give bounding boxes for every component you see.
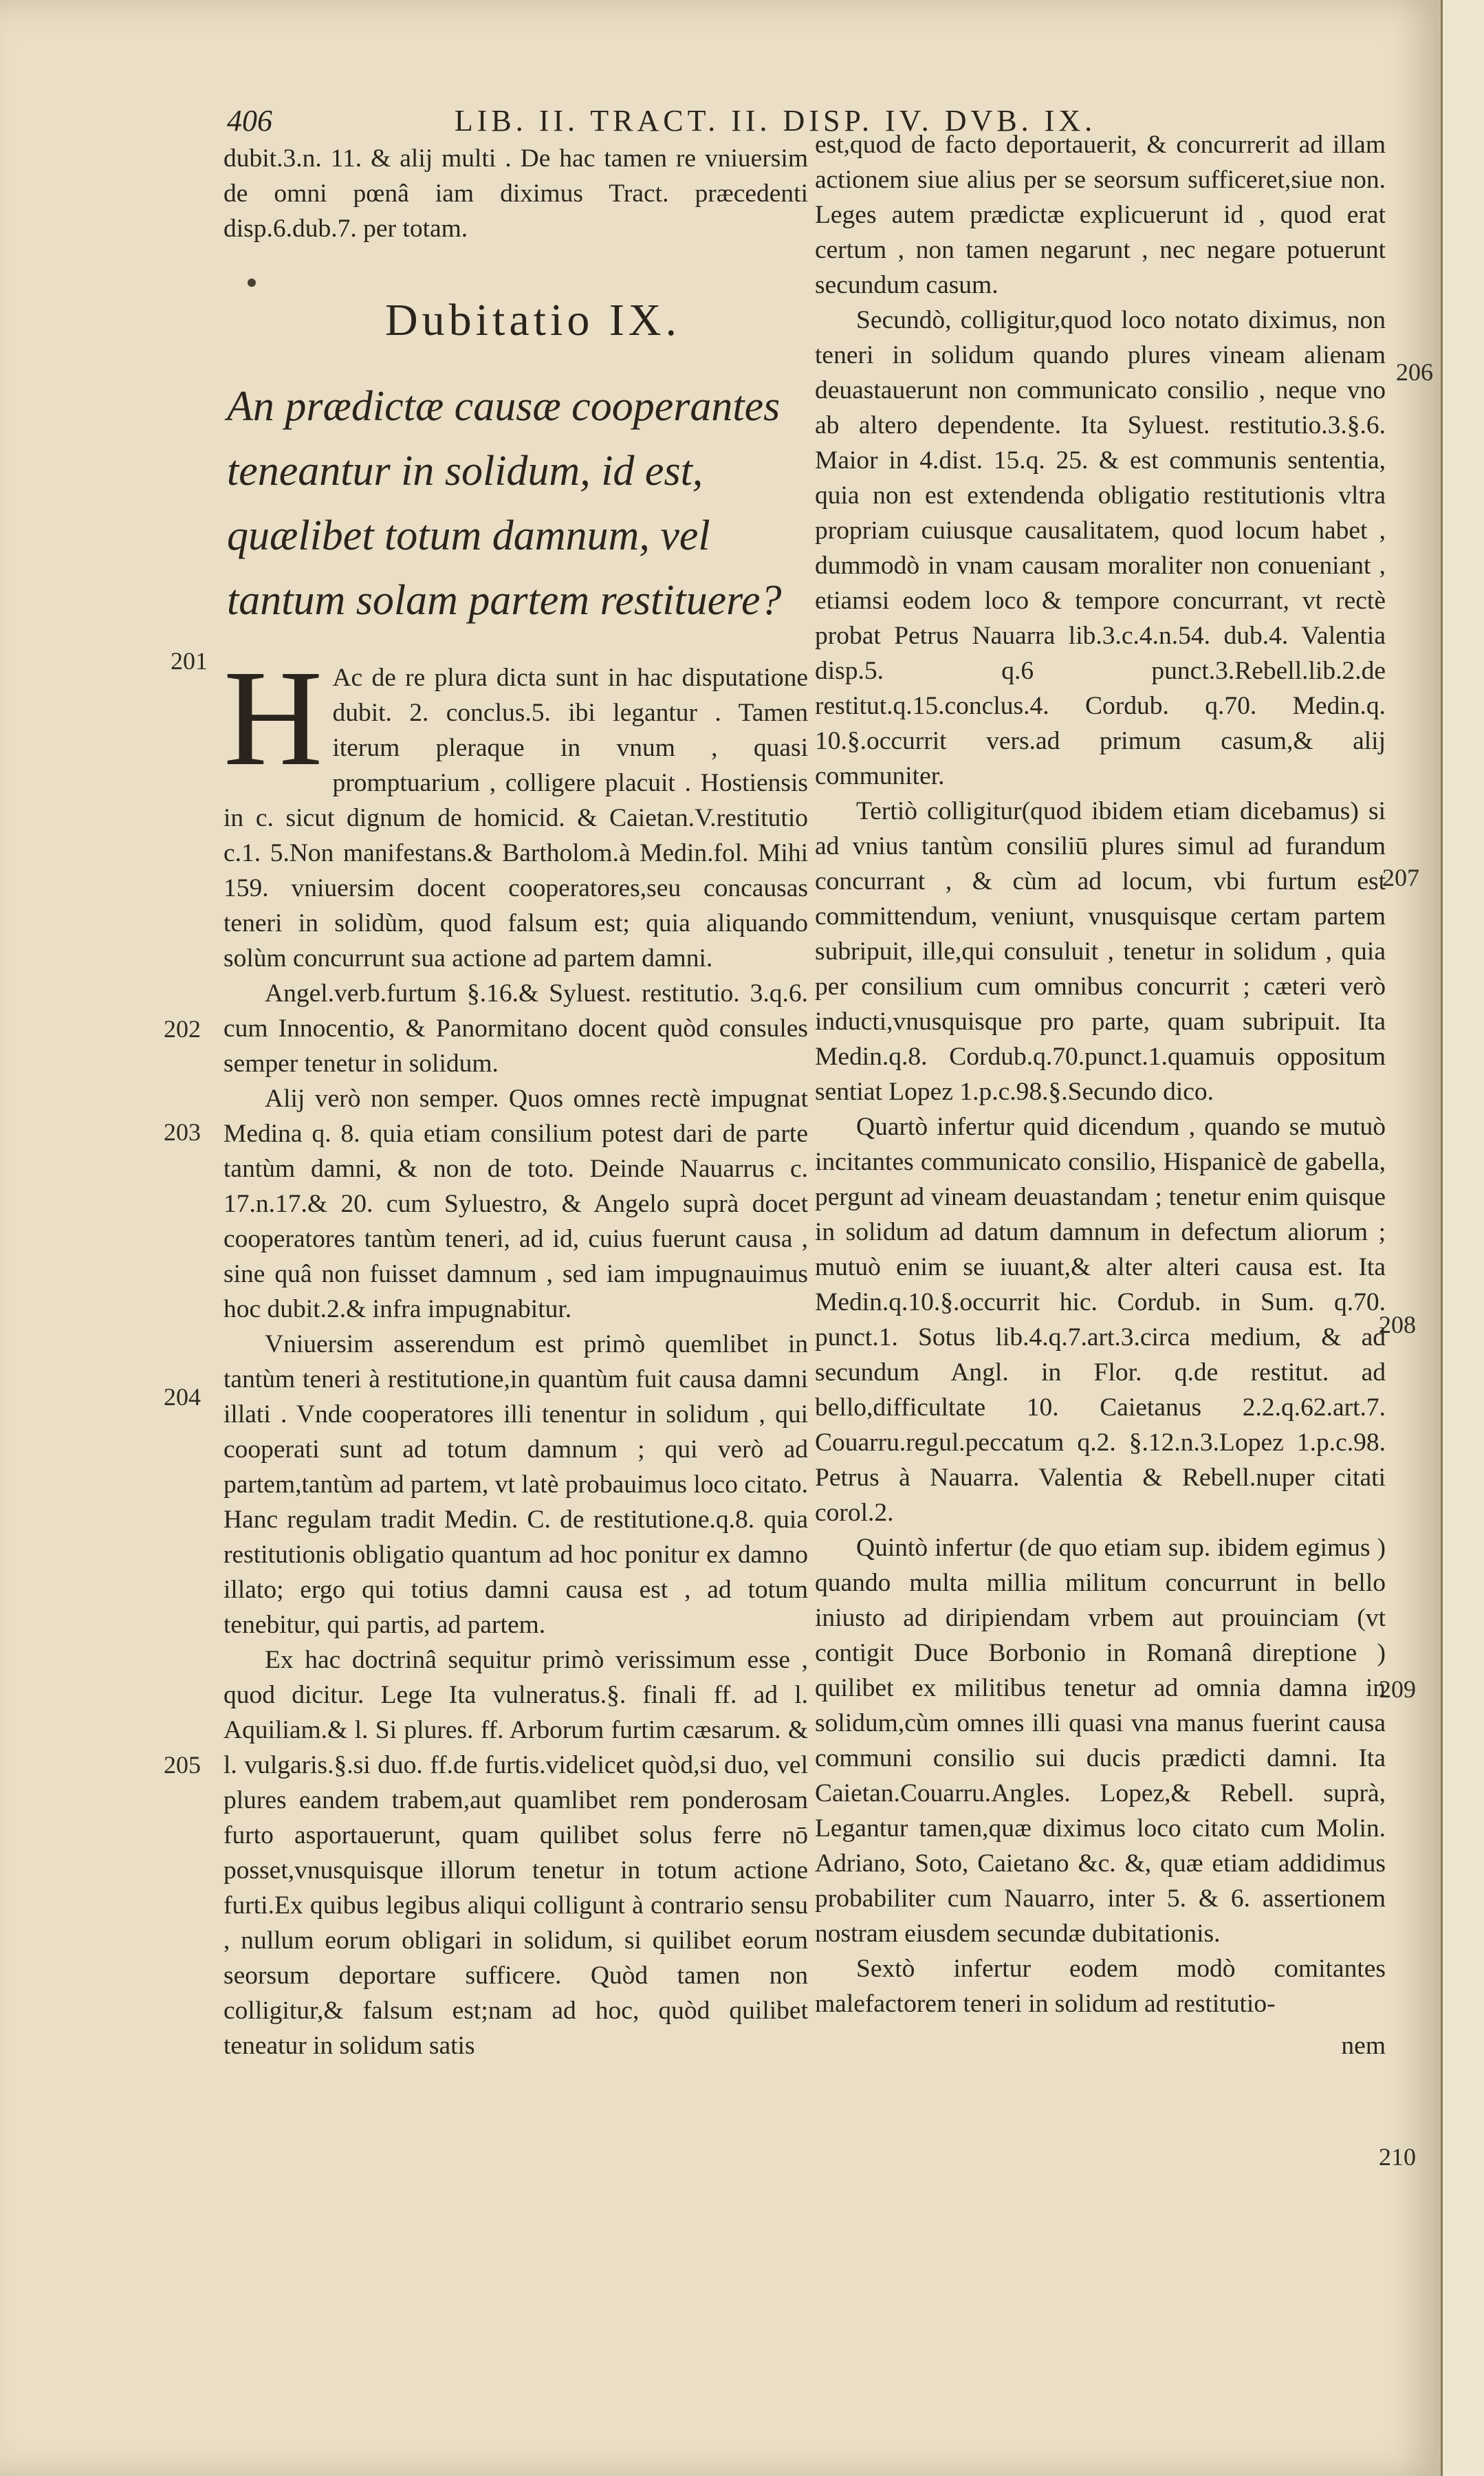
margin-number-202: 202: [164, 1015, 201, 1043]
margin-number-209: 209: [1379, 1675, 1416, 1703]
paragraph-208: Quartò infertur quid dicendum , quando se mutuò incitantes communicato consilio, Hispanicè de gabella, pergunt ad vineam deuastandam ; tenetur enim quisque in solidum ad datum damnum in defectum aliorum ; mutuò enim se iuuant,& alter alteri causa est. Ita Medin.q.10.§.occurrit hic. Cordub. in Sum. q.70. punct.1. Sotus lib.4.q.7.art.3.circa medium, & ad secundum Angl. in Flor. q.de restitut. ad bello,difficultate 10. Caietanus 2.2.q.62.art.7. Couarru.regul.peccatum q.2. §.12.n.3.Lopez 1.p.c.98. Petrus à Nauarra. Valentia & Rebell.nuper citati corol.2.: [815, 1113, 1386, 1527]
margin-number-210: 210: [1379, 2143, 1416, 2171]
margin-number-206: 206: [1396, 358, 1433, 386]
next-page-edge: [1441, 0, 1484, 2476]
margin-number-203: 203: [164, 1118, 201, 1146]
left-column: [223, 141, 808, 2063]
section-heading: Dubitatio IX.: [385, 295, 681, 345]
right-column: [815, 127, 1386, 2061]
section-question: An prædictæ causæ cooperantes teneantur in solidum, id est, quælibet totum damnum, vel tantum solam partem restituere?: [227, 383, 782, 624]
paragraph-206: Secundò, colligitur,quod loco notato diximus, non teneri in solidum quando plures vineam alienam deuastauerunt non communicato consilio , neque vno ab altero dependente. Ita Syluest. restitutio.3.§.6. Maior in 4.dist. 15.q. 25. & est communis sententia, quia non est extendenda obligatio restitutionis vltra propriam cuiusque causalitatem, quod locum habet , dummodò in vnam causam moraliter non conueniant , etiamsi eodem loco & tempore concurrant, vt rectè probat Petrus Nauarra lib.3.c.4.n.54. dub.4. Valentia disp.5. q.6 punct.3.Rebell.lib.2.de restitut.q.15.conclus.4. Cordub. q.70. Medin.q. 10.§.occurrit vers.ad primum casum,& alij communiter.: [815, 306, 1386, 790]
intro-paragraph: dubit.3.n. 11. & alij multi . De hac tamen re vniuersim de omni pœnâ iam diximus Tract. præcedenti disp.6.dub.7. per totam.: [223, 144, 808, 243]
continuation-paragraph: est,quod de facto deportauerit, & concurrerit ad illam actionem siue alius per se seorsum sufficeret,siue non. Leges autem prædictæ explicuerunt id , quod erat certum , non tamen negarunt , nec negare potuerunt secundum casum.: [815, 131, 1386, 299]
paragraph-205: Ex hac doctrinâ sequitur primò verissimum esse , quod dicitur. Lege Ita vulneratus.§. finali ff. ad l. Aquiliam.& l. Si plures. ff. Arborum furtim cæsarum. & l. vulgaris.§.si duo. ff.de furtis.videlicet quòd,si duo, vel plures eandem trabem,aut quamlibet rem ponderosam furto asportauerunt, quam quilibet solus ferre nō posset,vnusquisque illorum tenetur in totum actione furti.Ex quibus legibus aliqui colligunt à contrario sensu , nullum eorum obligari in solidum, si quilibet eorum seorsum deportare sufficere. Quòd tamen non colligitur,& falsum est;nam ad hoc, quòd quilibet teneatur in solidum satis: [223, 1646, 808, 2060]
paragraph-201: [223, 642, 808, 976]
running-head: LIB. II. TRACT. II. DISP. IV. DVB. IX.: [454, 104, 1097, 138]
paragraph-204: Vniuersim asserendum est primò quemlibet in tantùm teneri à restitutione,in quantùm fuit causa damni illati . Vnde cooperatores illi tenentur in solidum , qui cooperati sunt ad totum damnum ; qui verò ad partem,tantùm ad partem, vt latè probauimus loco citato. Hanc regulam tradit Medin. C. de restitutione.q.8. quia restitutionis obligatio quantum ad hoc ponitur ex damno illato; ergo qui totius damni causa est , ad totum tenebitur, qui partis, ad partem.: [223, 1330, 808, 1639]
margin-number-204: 204: [164, 1383, 201, 1411]
margin-number-207: 207: [1382, 864, 1419, 891]
paragraph-202: Angel.verb.furtum §.16.& Syluest. restitutio. 3.q.6. cum Innocentio, & Panormitano docent quòd consules semper tenetur in solidum.: [223, 979, 808, 1078]
paragraph-201-text: Ac de re plura dicta sunt in hac disputatione dubit. 2. conclus.5. ibi legantur . Tamen iterum pleraque in vnum , quasi promptuarium , colligere placuit . Hostiensis in c. sicut dignum de homicid. & Caietan.V.restitutio c.1. 5.Non manifestans.& Bartholom.à Medin.fol. Mihi 159. vniuersim docent cooperatores,seu concausas teneri in solidùm, quod falsum est; quia aliquando solùm concurrunt sua actione ad partem damni.: [223, 664, 808, 973]
paragraph-203: Alij verò non semper. Quos omnes rectè impugnat Medina q. 8. quia etiam consilium potest dari de parte tantùm damni, & non de toto. Deinde Nauarrus c. 17.n.17.& 20. cum Syluestro, & Angelo suprà docet cooperatores tantùm teneri, ad id, cuius fuerunt causa , sine quâ non fuisset damnum , sed iam impugnauimus hoc dubit.2.& infra impugnabitur.: [223, 1085, 808, 1323]
margin-number-208: 208: [1379, 1311, 1416, 1338]
paragraph-209: Quintò infertur (de quo etiam sup. ibidem egimus ) quando multa millia militum concurrunt in bello iniusto ad diripiendam vrbem aut prouinciam (vt contigit Duce Borbonio in Romanâ direptione ) quilibet ex militibus tenetur ad omnia damna in solidum,cùm omnes illi quasi vna manus fuerint causa communi consilio sui ducis prædicti damni. Ita Caietan.Couarru.Angles. Lopez,& Rebell. suprà, Legantur tamen,quæ diximus loco citato cum Molin. Adriano, Soto, Caietano &c. &, quæ etiam addidimus probabiliter cum Nauarro, inter 5. & 6. assertionem nostram eiusdem secundæ dubitationis.: [815, 1534, 1386, 1948]
margin-number-201: 201: [171, 647, 208, 675]
paragraph-207: Tertiò colligitur(quod ibidem etiam dicebamus) si ad vnius tantùm consiliū plures simul ad furandum concurrant , & cùm ad locum, vbi furtum est committendum, veniunt, vnusquisque certam partem subripuit, ille,qui consuluit , tenetur in solidum , quia per consilium cum omnibus concurrit ; cæteri verò inducti,vnusquisque pro parte, quam subripuit. Ita Medin.q.8. Cordub.q.70.punct.1.quamuis oppositum sentiat Lopez 1.p.c.98.§.Secundo dico.: [815, 797, 1386, 1106]
page-number: 406: [227, 104, 272, 138]
paragraph-210: Sextò infertur eodem modò comitantes malefactorem teneri in solidum ad restitutio-: [815, 1955, 1386, 2018]
drop-cap: H: [223, 642, 323, 794]
margin-number-205: 205: [164, 1751, 201, 1779]
catchword: nem: [1341, 2032, 1386, 2060]
